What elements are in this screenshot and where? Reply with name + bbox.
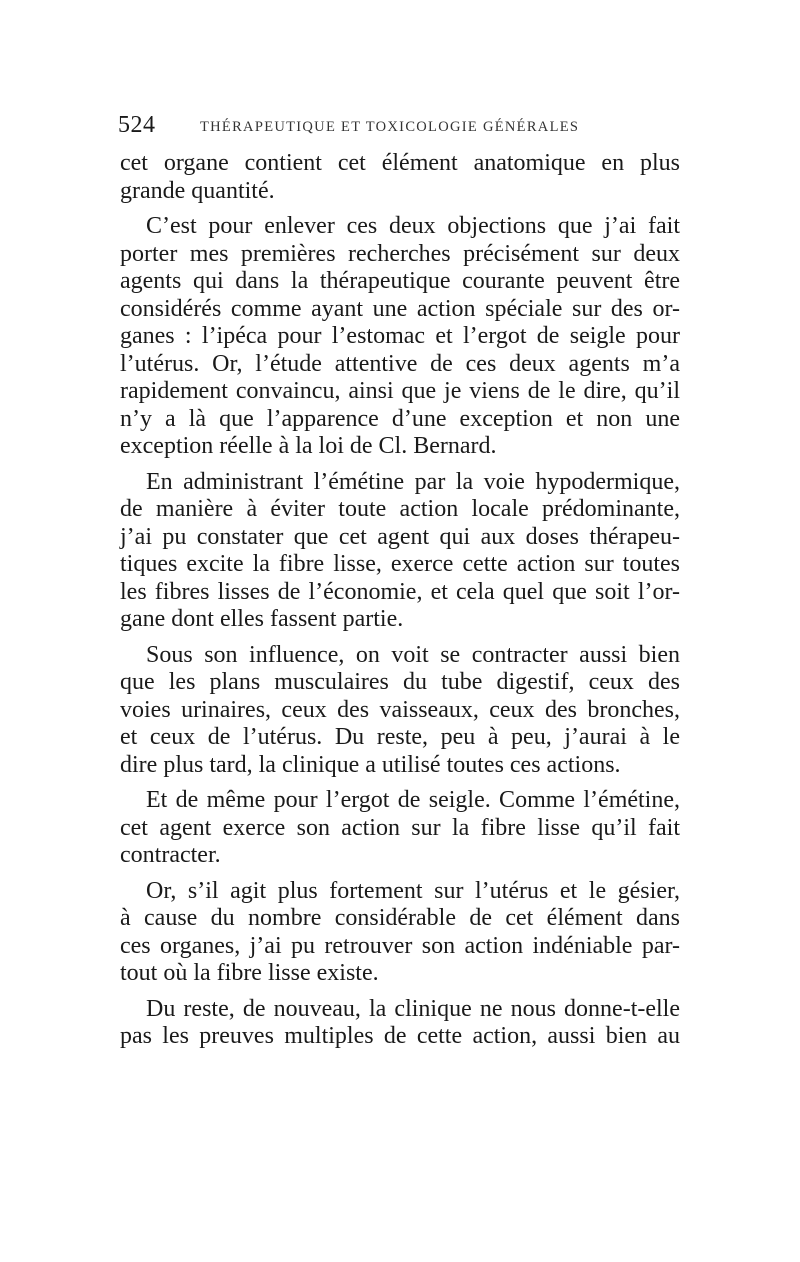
text-line: considérés comme ayant une action spéciale sur des or- [120, 295, 680, 322]
paragraph-4 [120, 642, 680, 780]
page-number: 524 [118, 112, 156, 138]
text-line: l’utérus. Or, l’étude attentive de ces deux agents m’a [120, 350, 680, 377]
text-line: tiques excite la fibre lisse, exerce cette action sur toutes [120, 551, 680, 577]
text-line: que les plans musculaires du tube digestif, ceux des [120, 669, 680, 695]
text-line: cet agent exerce son action sur la fibre lisse qu’il fait [120, 814, 680, 841]
text-line: n’y a là que l’apparence d’une exception et non une [120, 405, 680, 432]
text-line: porter mes premières recherches précisément sur deux [120, 240, 680, 267]
text-line: dire plus tard, la clinique a utilisé toutes ces actions. [120, 751, 621, 778]
text-line: gane dont elles fassent partie. [120, 606, 404, 632]
text-line: ganes : l’ipéca pour l’estomac et l’ergot de seigle pour [120, 323, 680, 349]
text-line: voies urinaires, ceux des vaisseaux, ceux des bronches, [120, 696, 680, 723]
text-line: contracter. [120, 842, 221, 868]
text-line: j’ai pu constater que cet agent qui aux doses thérapeu- [120, 523, 680, 550]
paragraph-1 [120, 150, 680, 205]
text-line: Or, s’il agit plus fortement sur l’utérus et le gésier, [146, 877, 680, 904]
text-line: ces organes, j’ai pu retrouver son action indéniable par- [120, 932, 680, 959]
text-line: de manière à éviter toute action locale prédominante, [120, 496, 680, 522]
text-line: Et de même pour l’ergot de seigle. Comme l’émétine, [146, 787, 680, 813]
text-line: exception réelle à la loi de Cl. Bernard. [120, 433, 497, 459]
text-line: pas les preuves multiples de cette action, aussi bien au [120, 1023, 680, 1049]
paragraph-6 [120, 878, 680, 988]
paragraph-7 [120, 996, 680, 1051]
text-line: grande quantité. [120, 177, 275, 204]
paragraph-5 [120, 787, 680, 870]
paragraph-3 [120, 469, 680, 634]
text-line: Sous son influence, on voit se contracter aussi bien [146, 641, 680, 668]
text-line: cet organe contient cet élément anatomique en plus [120, 150, 680, 176]
text-line: rapidement convaincu, ainsi que je viens de le dire, qu’il [120, 378, 680, 404]
paragraph-2 [120, 213, 680, 461]
text-line: tout où la fibre lisse existe. [120, 960, 379, 986]
text-line: les fibres lisses de l’économie, et cela quel que soit l’or- [120, 578, 680, 605]
text-line: et ceux de l’utérus. Du reste, peu à peu, j’aurai à le [120, 724, 680, 750]
text-line: Du reste, de nouveau, la clinique ne nous donne-t-elle [146, 995, 680, 1022]
body-text [120, 150, 680, 1051]
running-head [118, 112, 680, 142]
text-line: C’est pour enlever ces deux objections que j’ai fait [146, 213, 680, 239]
text-line: En administrant l’émétine par la voie hypodermique, [146, 468, 680, 495]
text-line: à cause du nombre considérable de cet élément dans [120, 905, 680, 931]
text-line: agents qui dans la thérapeutique courante peuvent être [120, 268, 680, 294]
running-title: THÉRAPEUTIQUE ET TOXICOLOGIE GÉNÉRALES [200, 119, 580, 135]
